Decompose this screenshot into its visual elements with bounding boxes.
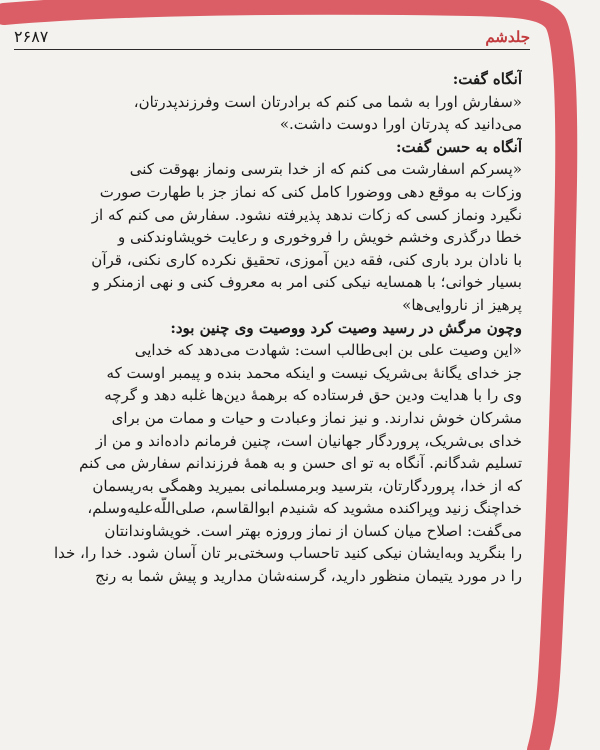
text-line: پرهیز از ناروایی‌ها»	[402, 295, 522, 314]
page-header	[14, 24, 530, 50]
text-line: خدای بی‌شریک، پروردگار جهانیان است، چنین فرمانم داده‌اند و من از	[95, 431, 522, 450]
text-line: آنگاه گفت:	[452, 70, 522, 88]
text-line: بسیار خوانی؛ با همسایه نیکی کنی امر به معروف کنی و نهی ازمنکر و	[92, 273, 522, 292]
text-line: «سفارش اورا به شما می کنم که برادرتان است وفرزندپدرتان،	[133, 92, 522, 111]
text-line: با نادان برد باری کنی، فقه دین آموزی، تحقیق نکرده کاری نکنی، قرآن	[91, 250, 522, 269]
text-line: «پسرکم اسفارشت می کنم که از خدا بترسی ونماز بهوقت کنی	[129, 160, 522, 179]
text-line: جز خدای یگانهٔ بی‌شریک نیست و اینکه محمد بنده و پیمبر اوست که	[106, 363, 522, 382]
text-line: وی را با هدایت ودین حق فرستاده که برهمهٔ دین‌ها غلبه دهد و گرچه	[104, 386, 522, 405]
text-line: وزکات به موقع دهی ووضورا کامل کنی که نماز جز با طهارت صورت	[99, 182, 522, 201]
text-line: خداچنگ زنید وپراکنده مشوید که شنیدم ابوالقاسم، صلی‌اللّه‌علیه‌وسلم،	[87, 499, 522, 518]
document-body	[26, 68, 522, 588]
text-line: می‌گفت: اصلاح میان کسان از نماز وروزه بهتر است. خویشاوندانتان	[104, 521, 522, 540]
volume-label: جلدشم	[485, 28, 530, 46]
text-line: خطا درگذری وخشم خویش را فروخوری و رعایت خویشاوندکنی و	[117, 228, 522, 247]
text-line: «این وصیت علی بن ابی‌طالب است: شهادت می‌دهد که خدایی	[134, 341, 522, 360]
text-line: تسلیم شدگانم. آنگاه به تو ای حسن و به همهٔ فرزندانم سفارش می کنم	[79, 454, 522, 473]
text-line: آنگاه به حسن گفت:	[395, 137, 522, 156]
text-line: می‌دانید که پدرتان اورا دوست داشت.»	[279, 115, 522, 134]
text-line: مشرکان خوش ندارند. و نیز نماز وعبادت و حیات و ممات من برای	[111, 408, 522, 427]
text-line: وچون مرگش در رسید وصیت کرد ووصیت وی چنین بود:	[170, 318, 522, 337]
text-line: را در مورد یتیمان منظور دارید، گرسنه‌شان مدارید و پیش شما به رنج	[95, 567, 522, 586]
text-line: که از خدا، پروردگارتان، بترسید وبرمسلمانی بمیرید وهمگی به‌ریسمان	[92, 476, 522, 495]
text-line: را بنگرید وبه‌ایشان نیکی کنید تاحساب وسختی‌بر تان آسان شود. خدا را، خدا	[53, 544, 522, 563]
text-line: نگیرد ونماز کسی که زکات ندهد پذیرفته نشود. سفارش می کنم که از	[91, 205, 522, 224]
page-number: ۲۶۸۷	[14, 27, 49, 46]
